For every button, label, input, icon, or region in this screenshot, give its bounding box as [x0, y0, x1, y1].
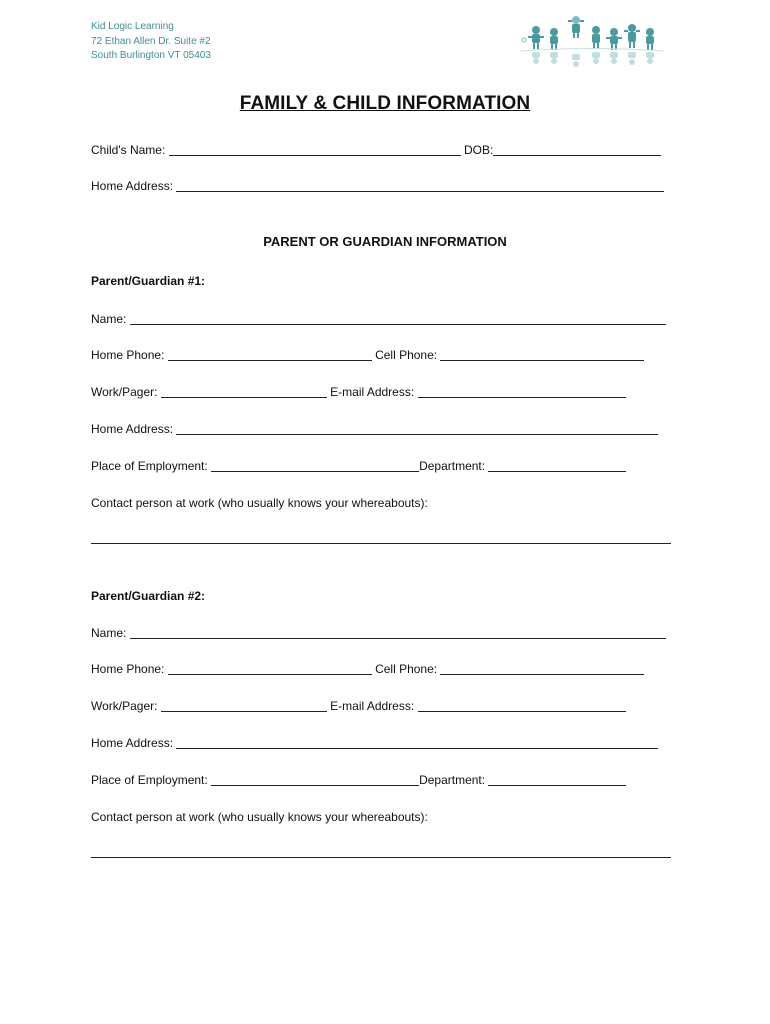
guardian-2-home-address-field[interactable]: [176, 736, 658, 749]
guardian-1-employment-field[interactable]: [211, 459, 419, 472]
child-home-address-row: [91, 179, 664, 193]
guardian-1-email-field[interactable]: [418, 385, 626, 398]
organization-name: Kid Logic Learning: [91, 21, 174, 32]
guardian-2-cell-phone-field[interactable]: [440, 662, 644, 675]
guardian-1-address-row: [91, 422, 658, 436]
guardian-2-work-row: [91, 699, 626, 713]
dob-label: DOB:: [464, 143, 494, 157]
guardian-2-email-label: E-mail Address:: [330, 699, 415, 713]
organization-address-line1: 72 Ethan Allen Dr. Suite #2: [91, 35, 211, 47]
guardian-2-department-label: Department:: [419, 773, 486, 787]
guardian-1-name-field[interactable]: [130, 312, 666, 325]
guardian-2-name-row: [91, 626, 666, 640]
child-home-address-label: Home Address:: [91, 179, 174, 193]
guardian-2-employment-row: [91, 773, 626, 787]
guardian-2-name-field[interactable]: [130, 626, 666, 639]
guardian-2-cell-phone-label: Cell Phone:: [375, 662, 438, 676]
organization-header: [91, 20, 211, 64]
children-figures-logo-icon: [518, 10, 666, 72]
section-title: PARENT OR GUARDIAN INFORMATION: [263, 234, 507, 249]
guardian-1-department-label: Department:: [419, 459, 486, 473]
guardian-1-name-label: Name:: [91, 312, 127, 326]
child-home-address-field[interactable]: [176, 179, 664, 192]
guardian-2-home-address-label: Home Address:: [91, 736, 174, 750]
guardian-2-employment-field[interactable]: [211, 773, 419, 786]
guardian-1-heading: Parent/Guardian #1:: [91, 274, 206, 288]
guardian-1-department-field[interactable]: [488, 459, 626, 472]
guardian-2-email-field[interactable]: [418, 699, 626, 712]
guardian-1-home-address-field[interactable]: [176, 422, 658, 435]
guardian-1-work-pager-field[interactable]: [161, 385, 327, 398]
guardian-2-contact-field[interactable]: [91, 857, 671, 858]
guardian-1-home-phone-field[interactable]: [168, 348, 372, 361]
guardian-1-home-address-label: Home Address:: [91, 422, 174, 436]
guardian-2-address-row: [91, 736, 658, 750]
guardian-2-department-field[interactable]: [488, 773, 626, 786]
guardian-1-employment-row: [91, 459, 626, 473]
guardian-1-email-label: E-mail Address:: [330, 385, 415, 399]
guardian-2-heading: Parent/Guardian #2:: [91, 589, 206, 603]
guardian-2-name-label: Name:: [91, 626, 127, 640]
guardian-1-employment-label: Place of Employment:: [91, 459, 208, 473]
guardian-1-contact-field[interactable]: [91, 543, 671, 544]
guardian-1-name-row: [91, 312, 666, 326]
guardian-2-employment-label: Place of Employment:: [91, 773, 208, 787]
guardian-2-work-pager-label: Work/Pager:: [91, 699, 158, 713]
guardian-1-work-pager-label: Work/Pager:: [91, 385, 158, 399]
childs-name-label: Child's Name:: [91, 143, 166, 157]
organization-address-line2: South Burlington VT 05403: [91, 50, 211, 61]
childs-name-field[interactable]: [169, 143, 461, 156]
guardian-1-home-phone-label: Home Phone:: [91, 348, 165, 362]
guardian-1-work-row: [91, 385, 626, 399]
guardian-1-contact-label: Contact person at work (who usually knows your whereabouts):: [91, 496, 428, 510]
form-title: FAMILY & CHILD INFORMATION: [239, 93, 531, 114]
guardian-1-phone-row: [91, 348, 644, 362]
childs-name-row: [91, 143, 661, 157]
guardian-1-cell-phone-field[interactable]: [440, 348, 644, 361]
guardian-2-phone-row: [91, 662, 644, 676]
guardian-1-cell-phone-label: Cell Phone:: [375, 348, 438, 362]
guardian-2-contact-label: Contact person at work (who usually knows your whereabouts):: [91, 810, 428, 824]
dob-field[interactable]: [493, 143, 661, 156]
guardian-2-work-pager-field[interactable]: [161, 699, 327, 712]
guardian-2-home-phone-label: Home Phone:: [91, 662, 165, 676]
guardian-2-home-phone-field[interactable]: [168, 662, 372, 675]
